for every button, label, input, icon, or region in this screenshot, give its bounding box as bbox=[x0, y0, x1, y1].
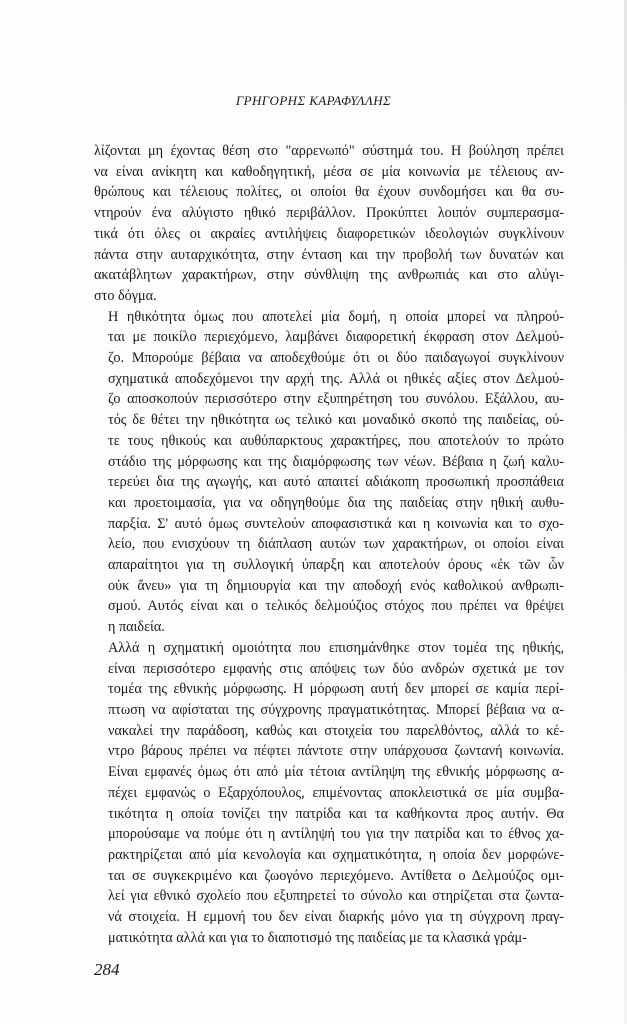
paragraph bbox=[94, 307, 564, 638]
text-line: ται με ποικίλο περιεχόμενο, λαμβάνει διαφορετική έκφραση στον Δελμού- bbox=[108, 329, 564, 346]
text-line: ται σε συγκεκριμένο και ζωογόνο περιεχόμενο. Αντίθετα ο Δελμούζος ομι- bbox=[108, 867, 564, 884]
paragraph bbox=[94, 141, 564, 307]
text-line: να είναι ανίκητη και καθοδηγητική, μέσα σε μία κοινωνία με τέλειους αν- bbox=[94, 163, 564, 180]
text-line: νακαλεί την παράδοση, καθώς και στοιχεία του παρελθόντος, αλλά το κέ- bbox=[108, 722, 564, 739]
text-line: τομέα της εθνικής μόρφωσης. Η μόρφωση αυτή δεν μπορεί σε καμία περί- bbox=[108, 681, 564, 698]
text-line: ντρο βάρους πρέπει να πέφτει πάντοτε στην υπάρχουσα ζωντανή κοινωνία. bbox=[108, 743, 564, 760]
text-line: τερεύει δια της αγωγής, και αυτό απαιτεί αδιάκοπη προσωπική προσπάθεια bbox=[108, 474, 564, 491]
text-line: τικά ότι όλες οι ακραίες αντιλήψεις διαφορετικών ιδεολογιών συγκλίνουν bbox=[94, 225, 564, 242]
text-line: Η ηθικότητα όμως που αποτελεί μία δομή, η οποία μπορεί να πληρού- bbox=[108, 308, 564, 325]
text-line: τικότητα η οποία τονίζει την πατρίδα και τα καθήκοντα προς αυτήν. Θα bbox=[108, 805, 564, 822]
text-line: και προετοιμασία, για να οδηγηθούμε δια της παιδείας στην ηθική αυθυ- bbox=[108, 494, 564, 511]
text-line: πέχει εμφανώς ο Εξαρχόπουλος, επιμένοντας αποκλειστικά σε μία συμβα- bbox=[108, 784, 564, 801]
running-header: ΓΡΗΓΟΡΗΣ ΚΑΡΑΦΥΛΛΗΣ bbox=[235, 93, 392, 108]
text-line: νά στοιχεία. Η εμμονή του δεν είναι διαρκής μόνο για τη σύγχρονη πραγ- bbox=[108, 909, 564, 926]
text-line: ακατάβλητων χαρακτήρων, στην σύνθλιψη της ανθρωπιάς και στο αλύγι- bbox=[94, 267, 564, 284]
text-line: λίζονται μη έχοντας θέση στο "αρρενωπό" σύστημά του. Η βούληση πρέπει bbox=[94, 143, 564, 159]
text-line: απαραίτητοι για τη συλλογική ύπαρξη και αποτελούν όρους «ἐκ τῶν ὧν bbox=[108, 557, 564, 574]
text-line: ζο. Μπορούμε βέβαια να αποδεχθούμε ότι οι δύο παιδαγωγοί συγκλίνουν bbox=[108, 350, 564, 367]
text-line: λεί για εθνικό σχολείο που εξυπηρετεί το σύνολο και στηρίζεται στα ζωντα- bbox=[108, 888, 564, 905]
text-line: παρξία. Σ' αυτό όμως συντελούν αποφασιστικά και η κοινωνία και το σχο- bbox=[108, 515, 564, 532]
text-line: Αλλά η σχηματική ομοιότητα που επισημάνθηκε στον τομέα της ηθικής, bbox=[108, 639, 564, 656]
page-number: 284 bbox=[94, 960, 120, 979]
body-text bbox=[94, 141, 564, 948]
text-line: τός δε θέτει την ηθικότητα ως τελικό και μοναδικό σκοπό της παιδείας, ού- bbox=[108, 412, 564, 429]
text-line: είναι περισσότερο εμφανής στις απόψεις των δύο ανδρών σχετικά με τον bbox=[108, 660, 564, 677]
text-line: θρώπους και τέλειους πολίτες, οι οποίοι θα έχουν συνδομήσει και θα συ- bbox=[94, 184, 564, 201]
text-line: στάδιο της μόρφωσης και της διαμόρφωσης των νέων. Βέβαια η ζωή καλυ- bbox=[108, 453, 564, 470]
paragraph bbox=[94, 638, 564, 949]
text-line: η παιδεία. bbox=[108, 619, 165, 636]
text-line: πάντα στην αυταρχικότητα, στην ένταση και την προβολή των δυνατών και bbox=[94, 246, 564, 263]
text-line: οὐκ ἄνευ» για τη δημιουργία και την αποδοχή ενός καθολικού ανθρωπι- bbox=[108, 577, 564, 594]
text-line: ρακτηρίζεται από μία κενολογία και σχηματικότητα, η οποία δεν μορφώνε- bbox=[108, 846, 564, 863]
text-line: στο δόγμα. bbox=[94, 287, 157, 304]
text-line: σχηματικά αποδεχόμενοι την αρχή της. Αλλά οι ηθικές αξίες στον Δελμού- bbox=[108, 370, 564, 387]
text-line: μπορούσαμε να πούμε ότι η αντίληψή του για την πατρίδα και το έθνος χα- bbox=[108, 826, 564, 843]
text-line: λείο, που ενισχύουν τη διάπλαση αυτών των χαρακτήρων, οι οποίοι είναι bbox=[108, 536, 564, 553]
text-line: πτωση να αφίσταται της σύγχρονης πραγματικότητας. Μπορεί βέβαια να α- bbox=[108, 701, 564, 718]
text-line: σμού. Αυτός είναι και ο τελικός δελμούζιος στόχος που πρέπει να θρέψει bbox=[108, 598, 564, 615]
text-line: τε τους ηθικούς και αυθύπαρκτους χαρακτήρες, που αποτελούν το πρώτο bbox=[108, 432, 564, 449]
text-line: ματικότητα αλλά και για το διαποτισμό της παιδείας με τα κλασικά γράμ- bbox=[108, 929, 527, 946]
text-line: Είναι εμφανές όμως ότι από μία τέτοια αντίληψη της εθνικής μόρφωσης α- bbox=[108, 764, 564, 781]
text-line: ντηρούν ένα αλύγιστο ηθικό περιβάλλον. Προκύπτει λοιπόν συμπερασμα- bbox=[94, 205, 564, 222]
text-line: ζο αποσκοπούν περισσότερο στην εξυπηρέτηση του συνόλου. Εξάλλου, αυ- bbox=[108, 391, 564, 408]
